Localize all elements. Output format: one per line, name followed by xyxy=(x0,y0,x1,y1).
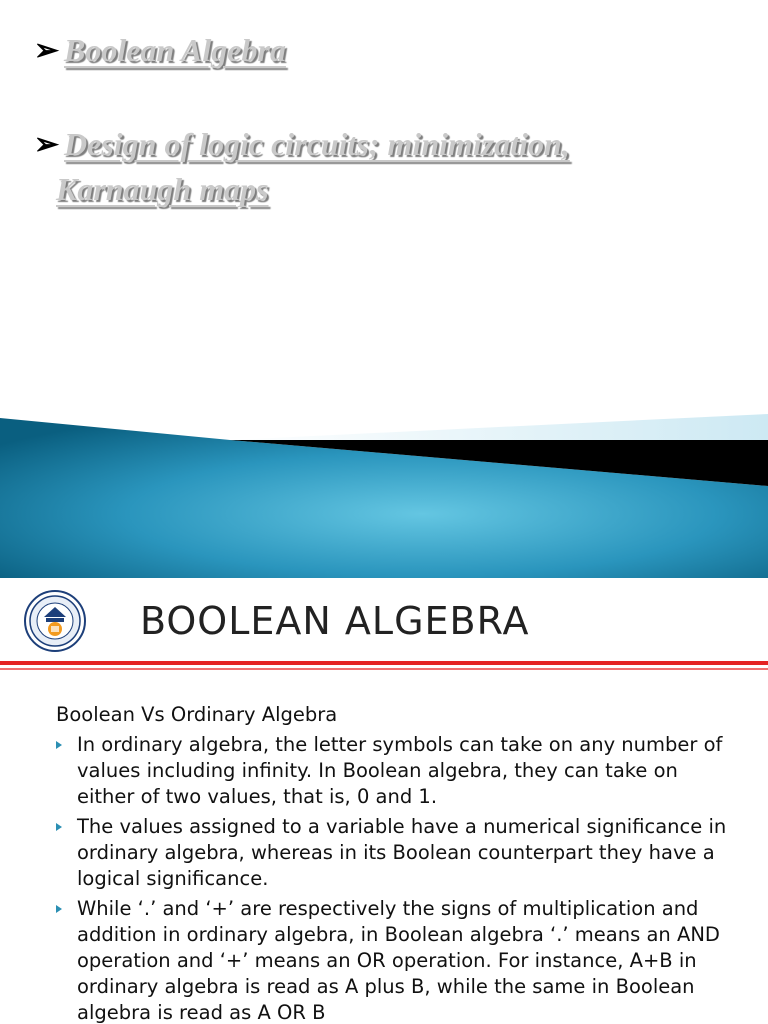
topic-text-line1: Design of logic circuits; minimization, xyxy=(64,126,570,162)
slide-body xyxy=(56,702,736,1024)
bullet-list xyxy=(56,732,736,1024)
title-divider-secondary xyxy=(0,668,768,670)
arrow-bullet-icon: ➢ xyxy=(34,128,60,161)
list-item-text: In ordinary algebra, the letter symbols can take on any number of values including infinity. In Boolean algebra, they can take on either of two values, that is, 0 and 1. xyxy=(77,733,723,808)
list-item xyxy=(56,814,736,892)
list-item xyxy=(56,732,736,810)
topic-item-logic-design xyxy=(34,122,734,212)
list-item xyxy=(56,896,736,1024)
slide-title: BOOLEAN ALGEBRA xyxy=(140,599,530,643)
section-heading: Boolean Vs Ordinary Algebra xyxy=(56,703,338,726)
slide-boolean-algebra xyxy=(0,578,768,1024)
triangle-bullet-icon xyxy=(56,823,62,831)
topic-text-line2: Karnaugh maps xyxy=(56,171,269,207)
triangle-bullet-icon xyxy=(56,741,62,749)
title-divider xyxy=(0,661,768,665)
triangle-bullet-icon xyxy=(56,905,62,913)
list-item-text: The values assigned to a variable have a numerical significance in ordinary algebra, whereas in its Boolean counterpart they have a logical significance. xyxy=(77,815,727,890)
topic-item-boolean-algebra xyxy=(34,28,754,73)
college-seal-logo-icon xyxy=(24,590,86,652)
topic-text: Boolean Algebra xyxy=(64,32,286,68)
list-item-text: While ‘.’ and ‘+’ are respectively the signs of multiplication and addition in ordinary algebra, in Boolean algebra ‘.’ means an AND operation and ‘+’ means an OR operation. For instance, A+B in ordinary algebra is read as A plus B, while the same in Boolean algebra is read as A OR B xyxy=(77,897,720,1024)
decorative-wave-band xyxy=(0,414,768,578)
arrow-bullet-icon: ➢ xyxy=(34,34,60,67)
